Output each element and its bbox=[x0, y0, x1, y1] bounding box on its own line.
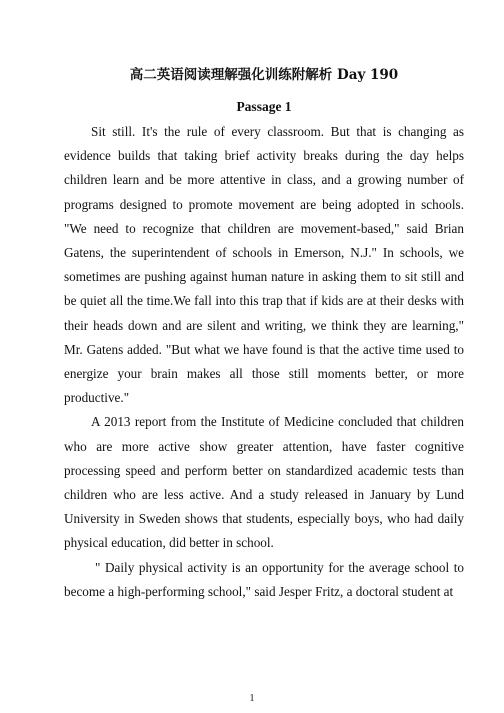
passage-heading: Passage 1 bbox=[236, 99, 292, 114]
paragraph-2: A 2013 report from the Institute of Medicine concluded that children who are more active show greater attention, have faster cognitive processing speed and perform better on standardized academic tests than children who are less active. And a study released in January by Lund University in Sweden shows that students, especially boys, who had daily physical education, did better in school. bbox=[64, 414, 464, 551]
paragraph-1: Sit still. It's the rule of every classroom. But that is changing as evidence builds that taking brief activity breaks during the day helps children learn and be more attentive in class, and a growing number of programs designed to promote movement are being adopted in schools. "We need to recognize that children are movement-based," said Brian Gatens, the superintendent of schools in Emerson, N.J." In schools, we sometimes are pushing against human nature in asking them to sit still and be quiet all the time.We fall into this trap that if kids are at their desks with their heads down and are silent and writing, we think they are learning," Mr. Gatens added. "But what we have found is that the active time used to energize your brain makes all those still moments better, or more productive." bbox=[64, 124, 464, 406]
paragraph-3: " Daily physical activity is an opportunity for the average school to become a high-performing school," said Jesper Fritz, a doctoral student at bbox=[64, 559, 464, 599]
page-number: 1 bbox=[249, 693, 255, 704]
document-title: 高二英语阅读理解强化训练附解析 Day 190 bbox=[129, 67, 399, 83]
